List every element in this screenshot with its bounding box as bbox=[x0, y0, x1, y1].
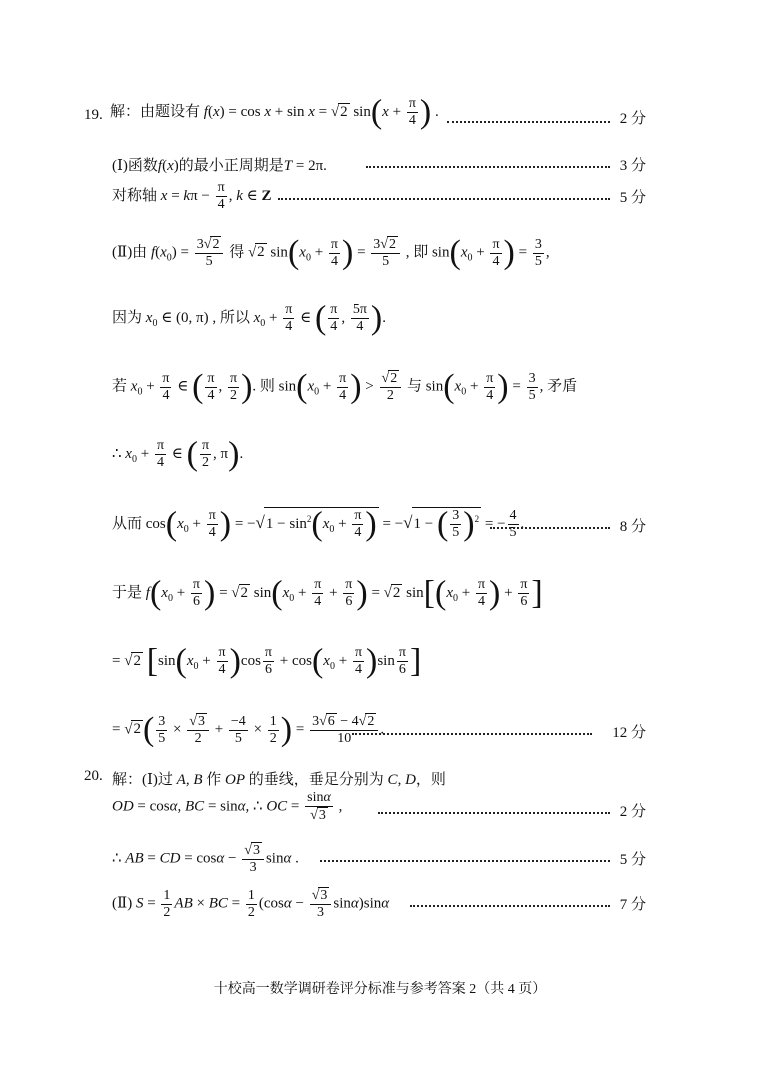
q19-intro-end: . bbox=[434, 103, 439, 120]
score-label: 3 分 bbox=[619, 158, 646, 174]
q20-line2-text: ∴ AB = CD = cosα − $\frac{√3}{3}$ sinα . bbox=[112, 843, 299, 875]
q19-part2-text: (Ⅱ)由 $f(x_0)$ = $\frac{3√2}{5}$ 得 √2 $\sin(x_0$ + $\frac{\pi}{4}$ ) = $\frac{3√2}{5}$ , 即 $\sin(x_0$ + $\frac{\pi}{4}$ ) = $\frac{3}{5}$ , bbox=[112, 234, 550, 271]
q19-therefore-text: ∴ $x_0$ + $\frac{\pi}{4}$ ∈ ( $\frac{\pi}{2}$ , π). bbox=[112, 435, 244, 473]
q19-intro-line bbox=[110, 93, 439, 131]
leader-dots bbox=[490, 527, 610, 529]
leader-dots bbox=[278, 198, 610, 200]
score-label: 2 分 bbox=[619, 804, 646, 820]
leader-dots bbox=[320, 860, 610, 862]
leader-dots bbox=[447, 121, 610, 123]
leader-dots bbox=[366, 166, 610, 168]
q19-expand-text: = √2 [$\sin(x_0$ + $\frac{\pi}{4}$ )cos $\frac{\pi}{6}$ + $\cos(x_0$ + $\frac{\pi}{4}$ )sin $\frac{\pi}{6}$ ] bbox=[112, 642, 422, 680]
score-label: 8 分 bbox=[619, 519, 646, 535]
score-label: 7 分 bbox=[619, 897, 646, 913]
q19-cos-text: 从而 $\cos(x_0$ + $\frac{\pi}{4}$ ) = $-√1 - \sin^2(x_0$ + $\frac{\pi}{4}$ ) = −√1 − ( $\frac{3}{5}$ )$^2$ = − $\frac{4}{5}$ . bbox=[112, 505, 525, 543]
q19-intro-formula: f(x) = cos x + sin x = √2 sin(x + $\frac{\pi}{4}$ ) bbox=[203, 93, 432, 131]
q19-if-text: 若 $x_0$ + $\frac{\pi}{4}$ ∈ ( $\frac{\pi}{4}$ , $\frac{\pi}{2}$ ). 则 $\sin(x_0$ + $\frac{\pi}{4}$ ) > $\frac{√2}{2}$ 与 $\sin(x_0$ + $\frac{\pi}{4}$ ) = $\frac{3}{5}$ , 矛盾 bbox=[112, 368, 578, 405]
q19-because-text: 因为 $x_0$ ∈ (0, π) , 所以 $x_0$ + $\frac{\pi}{4}$ ∈ ( $\frac{\pi}{4}$ , $\frac{5\pi}{4}$ ). bbox=[112, 299, 386, 337]
score-label: 12 分 bbox=[612, 725, 646, 741]
q19-so-text: 于是 $f(x_0$ + $\frac{\pi}{6}$ ) = √2 $\sin(x_0$ + $\frac{\pi}{4}$ + $\frac{\pi}{6}$ ) = √2 $\sin[(x_0$ + $\frac{\pi}{4}$ ) + $\frac{\pi}{6}$ ] bbox=[112, 574, 543, 612]
q19-number: 19. bbox=[84, 107, 103, 123]
q19-result-text: = √2( $\frac{3}{5}$ × $\frac{√3}{2}$ + $\frac{-4}{5}$ × $\frac{1}{2}$ ) = $\frac{3√6 - 4√2}{10}$ . bbox=[112, 711, 385, 748]
score-label: 5 分 bbox=[619, 190, 646, 206]
score-label: 2 分 bbox=[619, 111, 646, 127]
q20-number: 20. bbox=[84, 768, 103, 784]
leader-dots bbox=[410, 905, 610, 907]
q19-part1-text: (Ⅰ)函数f(x)的最小正周期是T = 2π. bbox=[112, 158, 327, 174]
q19-intro-text: 解：由题设有 bbox=[110, 103, 201, 120]
q19-axis-text: 对称轴 x = kπ − $\frac{\pi}{4}$ , k ∈ Z bbox=[112, 180, 272, 212]
q20-line1-text: OD = cosα, BC = sinα, ∴ OC = $\frac{\sin\alpha}{√3}$ , bbox=[112, 790, 343, 823]
q20-intro-text: 解：(Ⅰ)过 A, B 作 OP 的垂线，垂足分别为 C, D，则 bbox=[112, 772, 446, 788]
score-label: 5 分 bbox=[619, 852, 646, 868]
leader-dots bbox=[378, 812, 610, 814]
q20-line3-text: (Ⅱ) S = $\frac{1}{2}$ AB × BC = $\frac{1}{2}$ (cosα − $\frac{√3}{3}$ sinα)sinα bbox=[112, 887, 390, 920]
leader-dots bbox=[352, 733, 592, 735]
page-footer: 十校高一数学调研卷评分标准与参考答案 2（共 4 页） bbox=[213, 982, 547, 997]
